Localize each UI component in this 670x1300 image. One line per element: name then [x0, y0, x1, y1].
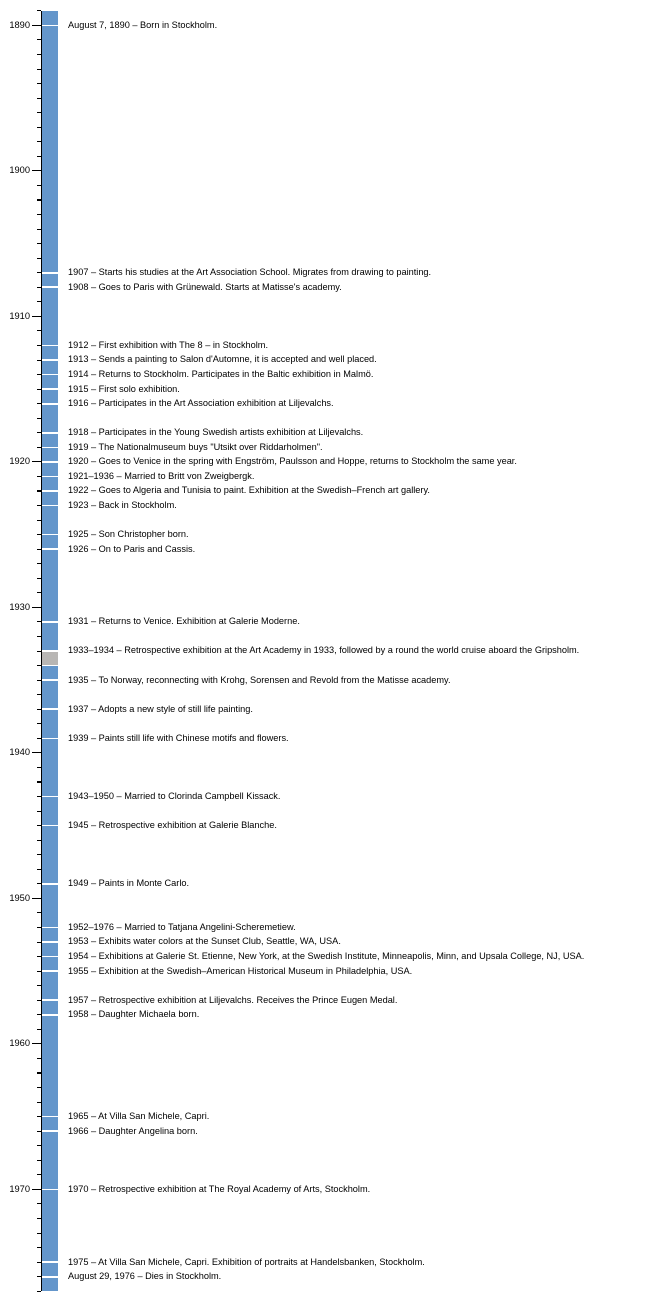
event-separator [42, 432, 58, 434]
event-separator [42, 1130, 58, 1132]
minor-tick [37, 680, 42, 681]
minor-tick [37, 345, 42, 346]
timeline-event: 1952–1976 – Married to Tatjana Angelini-Scheremetiew. [68, 921, 296, 932]
event-separator [42, 650, 58, 652]
minor-tick [37, 1174, 42, 1175]
timeline-event: 1954 – Exhibitions at Galerie St. Etienne, New York, at the Swedish Institute, Minneapolis, Minn, and Upsala College, NJ, USA. [68, 951, 585, 961]
minor-tick [37, 621, 42, 622]
minor-tick [37, 360, 42, 361]
minor-tick [37, 549, 42, 550]
minor-tick [37, 83, 42, 84]
minor-tick [37, 1160, 42, 1161]
major-tick [32, 1043, 41, 1044]
event-separator [42, 447, 58, 449]
minor-tick [37, 854, 42, 855]
event-separator [42, 403, 58, 405]
minor-tick [37, 1014, 42, 1015]
minor-tick [37, 738, 42, 739]
timeline-event: 1912 – First exhibition with The 8 – in Stockholm. [68, 339, 269, 350]
timeline-event: 1975 – At Villa San Michele, Capri. Exhibition of portraits at Handelsbanken, Stockholm. [68, 1256, 425, 1267]
event-separator [42, 883, 58, 885]
event-separator [42, 708, 58, 710]
timeline-event: 1937 – Adopts a new style of still life painting. [68, 703, 253, 714]
event-separator [42, 1116, 58, 1118]
minor-tick [37, 942, 42, 943]
minor-tick [37, 199, 42, 200]
timeline-event: 1931 – Returns to Venice. Exhibition at Galerie Moderne. [68, 616, 300, 627]
minor-tick [37, 301, 42, 302]
event-separator [42, 621, 58, 623]
minor-tick [37, 447, 42, 448]
major-tick [32, 316, 41, 317]
timeline-event: 1920 – Goes to Venice in the spring with Engström, Paulsson and Hoppe, returns to Stockholm the same year. [68, 456, 517, 467]
timeline-event: 1922 – Goes to Algeria and Tunisia to paint. Exhibition at the Swedish–French art gallery. [68, 485, 430, 496]
minor-tick [37, 840, 42, 841]
minor-tick [37, 1218, 42, 1219]
timeline-event: 1970 – Retrospective exhibition at The Royal Academy of Arts, Stockholm. [68, 1183, 371, 1194]
minor-tick [37, 272, 42, 273]
event-separator [42, 25, 58, 27]
minor-tick [37, 185, 42, 186]
minor-tick [37, 927, 42, 928]
minor-tick [37, 563, 42, 564]
minor-tick [37, 534, 42, 535]
highlight-segment [42, 651, 58, 666]
timeline-event: 1953 – Exhibits water colors at the Sunset Club, Seattle, WA, USA. [68, 936, 341, 947]
event-separator [42, 1189, 58, 1191]
event-separator [42, 461, 58, 463]
minor-tick [37, 592, 42, 593]
minor-tick [37, 69, 42, 70]
major-tick [32, 170, 41, 171]
event-separator [42, 999, 58, 1001]
event-separator [42, 1014, 58, 1016]
timeline-event: 1958 – Daughter Michaela born. [68, 1009, 200, 1020]
event-separator [42, 738, 58, 740]
minor-tick [37, 1262, 42, 1263]
timeline-event: 1907 – Starts his studies at the Art Association School. Migrates from drawing to painting. [68, 267, 432, 278]
timeline-event: 1939 – Paints still life with Chinese motifs and flowers. [68, 732, 289, 743]
minor-tick [37, 505, 42, 506]
timeline-event: 1925 – Son Christopher born. [68, 529, 189, 540]
minor-tick [37, 1102, 42, 1103]
event-separator [42, 490, 58, 492]
minor-tick [37, 578, 42, 579]
event-separator [42, 505, 58, 507]
minor-tick [37, 258, 42, 259]
minor-tick [37, 39, 42, 40]
decade-tick-label: 1950 [9, 892, 30, 903]
timeline-event: 1957 – Retrospective exhibition at Liljevalchs. Receives the Prince Eugen Medal. [68, 994, 398, 1005]
minor-tick [37, 781, 42, 782]
minor-tick [37, 825, 42, 826]
minor-tick [37, 418, 42, 419]
event-separator [42, 286, 58, 288]
timeline-event: 1955 – Exhibition at the Swedish–American Historical Museum in Philadelphia, USA. [68, 965, 413, 976]
minor-tick [37, 403, 42, 404]
minor-tick [37, 156, 42, 157]
timeline-event: 1949 – Paints in Monte Carlo. [68, 878, 190, 889]
minor-tick [37, 243, 42, 244]
minor-tick [37, 214, 42, 215]
minor-tick [37, 98, 42, 99]
event-separator [42, 941, 58, 943]
decade-tick-label: 1910 [9, 310, 30, 321]
timeline-event: 1926 – On to Paris and Cassis. [68, 543, 196, 554]
minor-tick [37, 709, 42, 710]
minor-tick [37, 54, 42, 55]
timeline-event: 1943–1950 – Married to Clorinda Campbell Kissack. [68, 790, 281, 801]
timeline-event: 1913 – Sends a painting to Salon d'Automne, it is accepted and well placed. [68, 354, 377, 365]
timeline-event: 1921–1936 – Married to Britt von Zweigbergk. [68, 470, 255, 481]
minor-tick [37, 723, 42, 724]
event-separator [42, 345, 58, 347]
minor-tick [37, 956, 42, 957]
minor-tick [37, 1276, 42, 1277]
decade-tick-label: 1970 [9, 1183, 30, 1194]
minor-tick [37, 1233, 42, 1234]
minor-tick [37, 10, 42, 11]
major-tick [32, 607, 41, 608]
minor-tick [37, 520, 42, 521]
event-separator [42, 272, 58, 274]
minor-tick [37, 1145, 42, 1146]
decade-tick-label: 1890 [9, 19, 30, 30]
event-separator [42, 679, 58, 681]
minor-tick [37, 1000, 42, 1001]
minor-tick [37, 330, 42, 331]
event-separator [42, 374, 58, 376]
decade-tick-label: 1940 [9, 747, 30, 758]
timeline-event: 1923 – Back in Stockholm. [68, 499, 177, 510]
timeline-event: 1915 – First solo exhibition. [68, 383, 180, 394]
minor-tick [37, 694, 42, 695]
minor-tick [37, 985, 42, 986]
major-tick [32, 25, 41, 26]
event-separator [42, 665, 58, 667]
minor-tick [37, 869, 42, 870]
event-separator [42, 548, 58, 550]
timeline-event: 1919 – The Nationalmuseum buys "Utsikt over Riddarholmen". [68, 441, 323, 452]
minor-tick [37, 636, 42, 637]
event-separator [42, 927, 58, 929]
minor-tick [37, 1291, 42, 1292]
event-separator [42, 476, 58, 478]
minor-tick [37, 767, 42, 768]
minor-tick [37, 127, 42, 128]
minor-tick [37, 883, 42, 884]
timeline-event: 1916 – Participates in the Art Association exhibition at Liljevalchs. [68, 398, 334, 409]
major-tick [32, 1189, 41, 1190]
event-separator [42, 534, 58, 536]
timeline-event: 1908 – Goes to Paris with Grünewald. Starts at Matisse's academy. [68, 281, 342, 292]
minor-tick [37, 665, 42, 666]
event-separator [42, 825, 58, 827]
minor-tick [37, 1072, 42, 1073]
timeline-event: 1965 – At Villa San Michele, Capri. [68, 1111, 210, 1122]
minor-tick [37, 287, 42, 288]
timeline-event: August 7, 1890 – Born in Stockholm. [68, 19, 218, 30]
major-tick [32, 898, 41, 899]
event-separator [42, 1276, 58, 1278]
decade-tick-label: 1930 [9, 601, 30, 612]
minor-tick [37, 432, 42, 433]
event-separator [42, 1261, 58, 1263]
decade-tick-label: 1900 [9, 165, 30, 176]
minor-tick [37, 1087, 42, 1088]
minor-tick [37, 1058, 42, 1059]
major-tick [32, 461, 41, 462]
timeline-event: 1918 – Participates in the Young Swedish artists exhibition at Liljevalchs. [68, 427, 364, 438]
minor-tick [37, 1029, 42, 1030]
minor-tick [37, 796, 42, 797]
event-separator [42, 970, 58, 972]
event-separator [42, 956, 58, 958]
minor-tick [37, 389, 42, 390]
timeline-event: 1945 – Retrospective exhibition at Galerie Blanche. [68, 820, 277, 831]
minor-tick [37, 811, 42, 812]
event-separator [42, 796, 58, 798]
timeline-event: 1966 – Daughter Angelina born. [68, 1125, 198, 1136]
minor-tick [37, 1247, 42, 1248]
event-separator [42, 359, 58, 361]
minor-tick [37, 476, 42, 477]
minor-tick [37, 1116, 42, 1117]
decade-tick-label: 1920 [9, 456, 30, 467]
minor-tick [37, 141, 42, 142]
event-separator [42, 388, 58, 390]
minor-tick [37, 1203, 42, 1204]
minor-tick [37, 1131, 42, 1132]
timeline-event: 1933–1934 – Retrospective exhibition at the Art Academy in 1933, followed by a round the world cruise aboard the Gripsholm. [68, 645, 580, 656]
minor-tick [37, 912, 42, 913]
decade-tick-label: 1960 [9, 1038, 30, 1049]
timeline-event: 1914 – Returns to Stockholm. Participates in the Baltic exhibition in Malmö. [68, 369, 374, 379]
minor-tick [37, 229, 42, 230]
minor-tick [37, 490, 42, 491]
major-tick [32, 752, 41, 753]
timeline-event: 1935 – To Norway, reconnecting with Krohg, Sorensen and Revold from the Matisse academy. [68, 674, 451, 685]
minor-tick [37, 651, 42, 652]
timeline-event: August 29, 1976 – Dies in Stockholm. [68, 1271, 222, 1282]
minor-tick [37, 112, 42, 113]
minor-tick [37, 374, 42, 375]
minor-tick [37, 971, 42, 972]
